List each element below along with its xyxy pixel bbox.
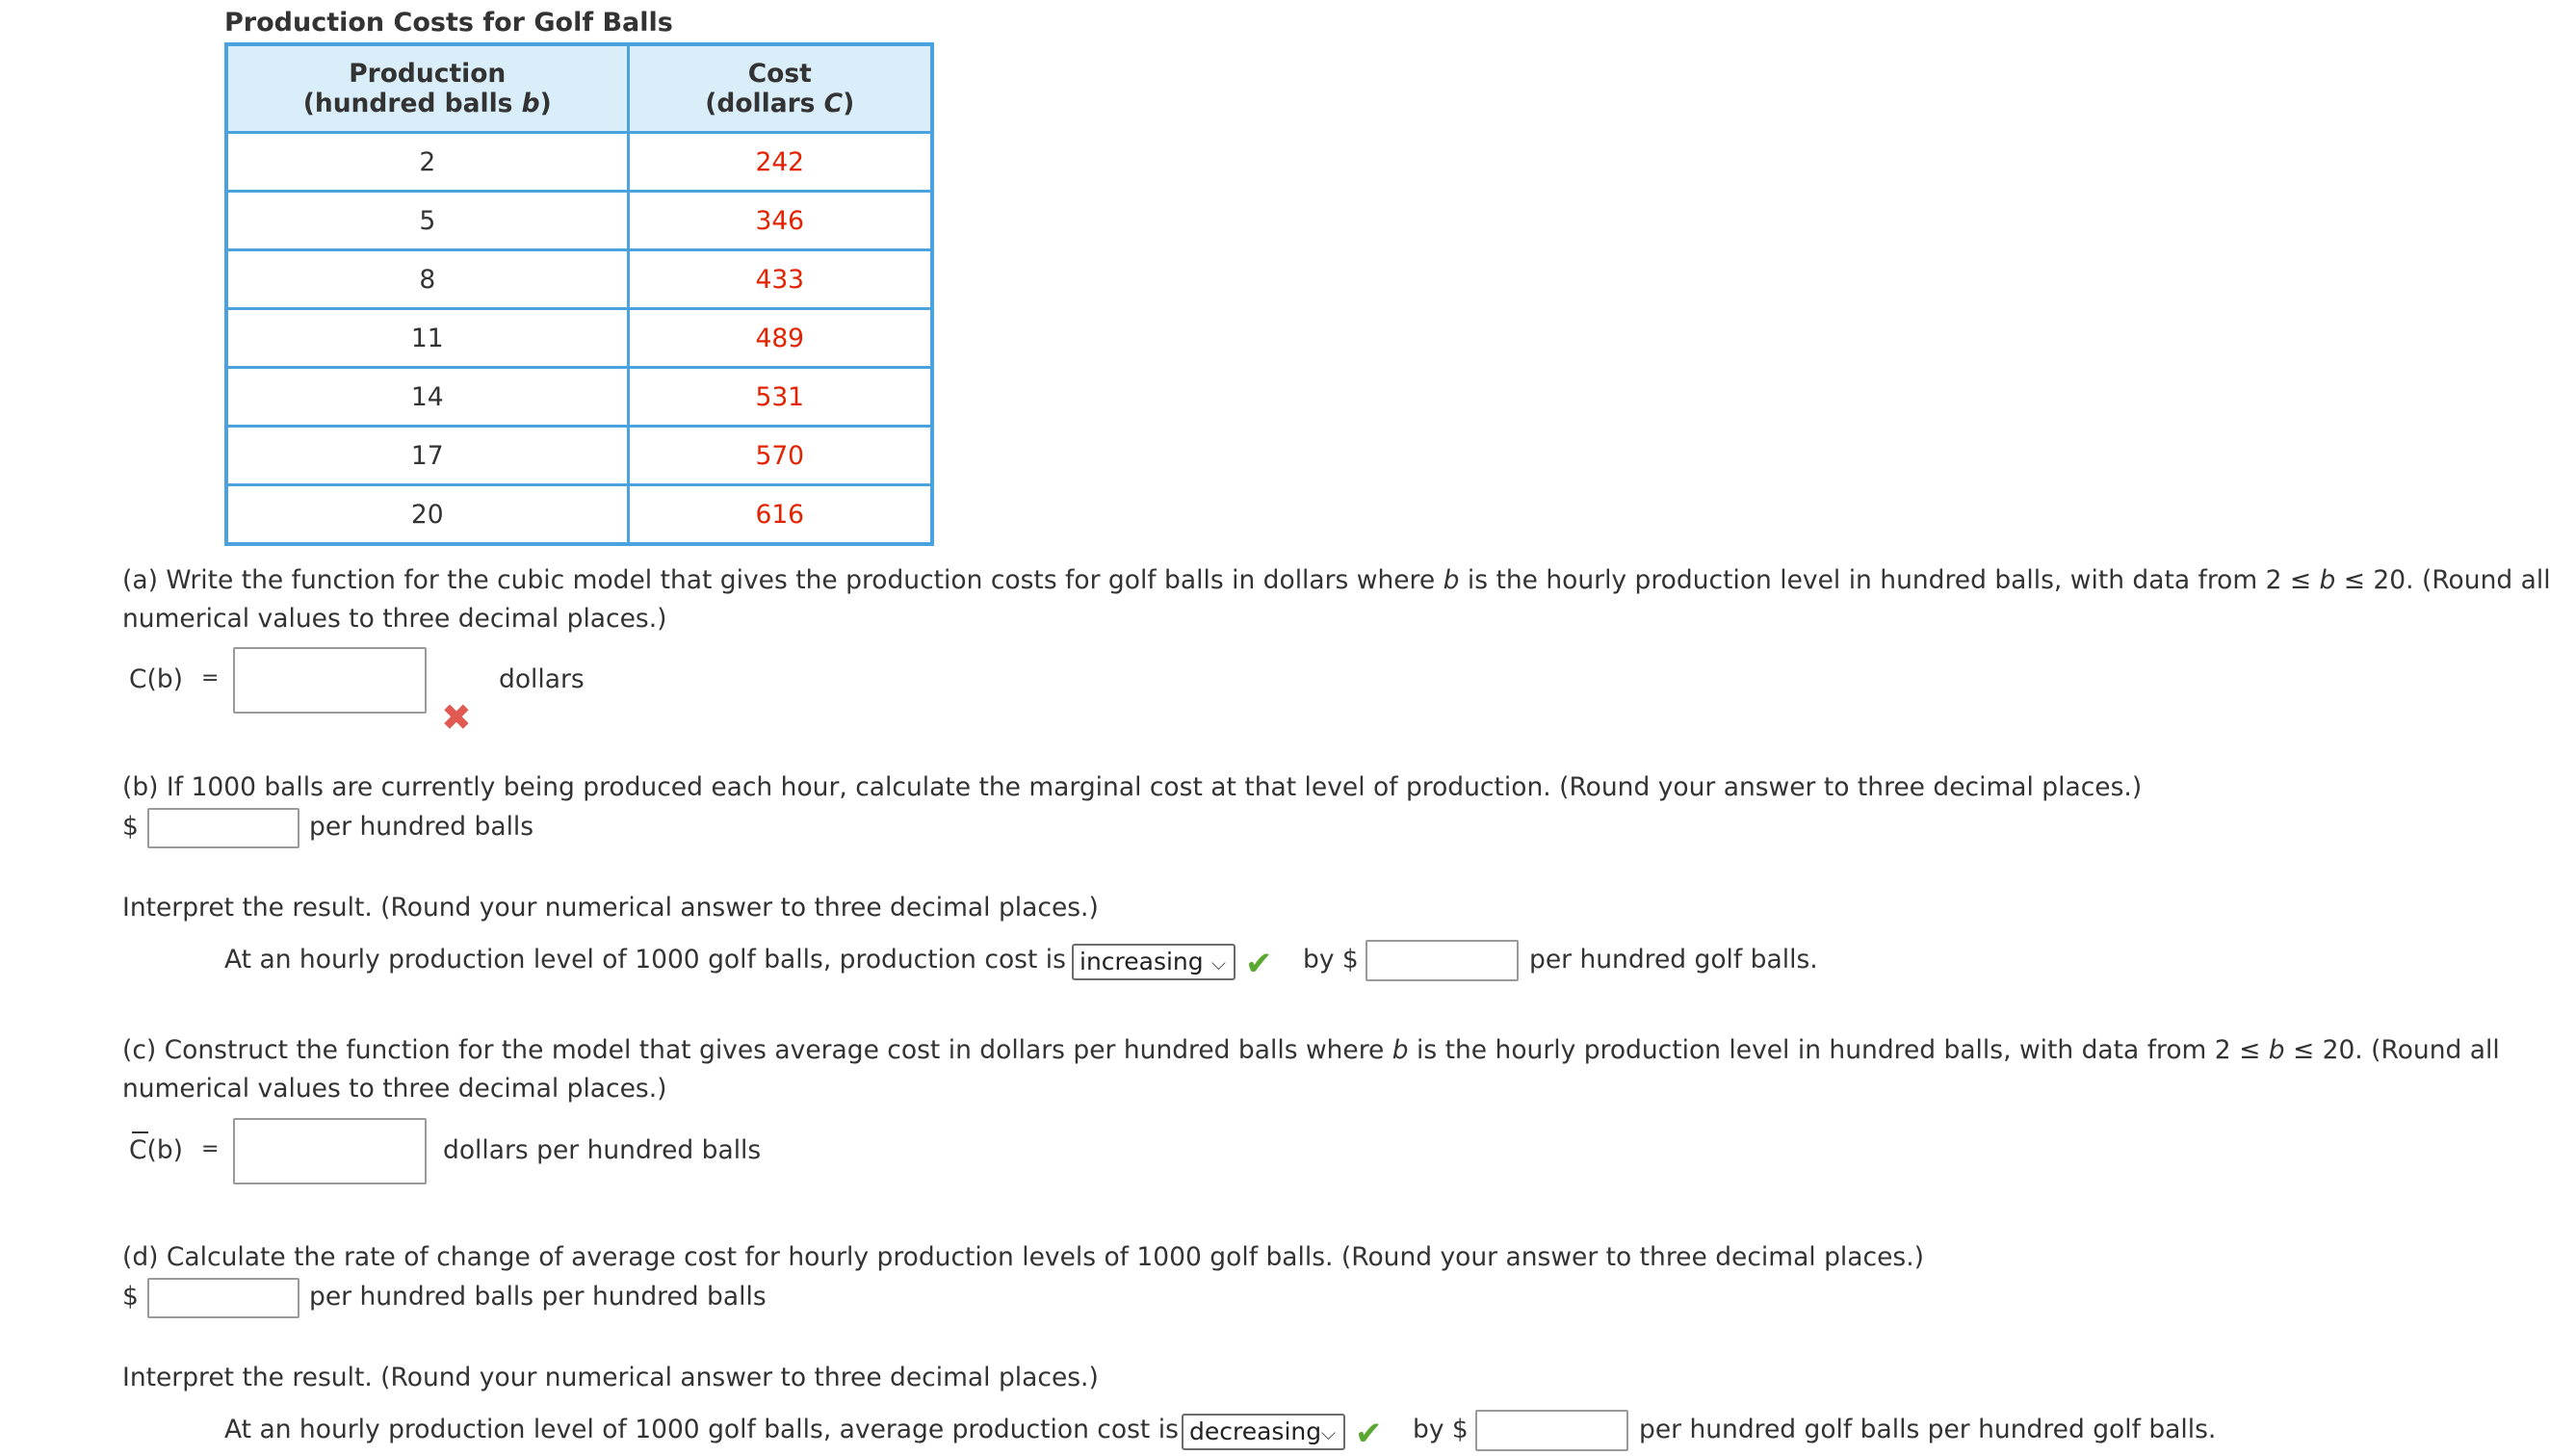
part-b-question: (b) If 1000 balls are currently being produced each hour, calculate the marginal cost at that level of production. (Round your answer to three decimal places.) bbox=[122, 772, 2143, 802]
table-row bbox=[226, 485, 932, 545]
x-mark-icon: ✖ bbox=[441, 696, 472, 739]
production-cell: 5 bbox=[226, 192, 628, 250]
cost-cell: 242 bbox=[628, 133, 932, 192]
cost-cell: 346 bbox=[628, 192, 932, 250]
part-b-answer-input[interactable] bbox=[147, 808, 299, 848]
part-d-answer-input[interactable] bbox=[147, 1278, 299, 1318]
part-b-currency: $ bbox=[122, 812, 139, 842]
part-a-question: (a) Write the function for the cubic model that gives the production costs for golf balls in dollars where b is the hourly production level in hundred balls, with data from 2 ≤ b ≤ 20. (Round all numerical values to three decimal places.) bbox=[122, 565, 2551, 634]
part-d-sentence-start: At an hourly production level of 1000 golf balls, average production cost is bbox=[224, 1415, 1179, 1444]
part-a-function-label: C(b) bbox=[129, 664, 184, 694]
table-row bbox=[226, 192, 932, 250]
part-d-amount-input[interactable] bbox=[1475, 1410, 1628, 1451]
table-title: Production Costs for Golf Balls bbox=[224, 8, 673, 38]
production-cell: 20 bbox=[226, 485, 628, 545]
column-header-production: Production (hundred balls b) bbox=[226, 44, 628, 133]
part-c-answer-input[interactable] bbox=[233, 1118, 427, 1184]
part-c-question: (c) Construct the function for the model that gives average cost in dollars per hundred balls where b is the hourly production level in hundred balls, with data from 2 ≤ b ≤ 20. (Round all numerical values to three decimal places.) bbox=[122, 1035, 2500, 1104]
chevron-down-icon: ⌵ bbox=[1210, 951, 1226, 975]
part-b-unit: per hundred balls bbox=[309, 812, 534, 842]
cost-cell: 616 bbox=[628, 485, 932, 545]
production-cell: 11 bbox=[226, 309, 628, 368]
part-b-sentence-start: At an hourly production level of 1000 golf balls, production cost is bbox=[224, 945, 1066, 975]
chevron-down-icon: ⌵ bbox=[1320, 1421, 1336, 1444]
production-cell: 17 bbox=[226, 427, 628, 485]
part-d-sentence-end: per hundred golf balls per hundred golf balls. bbox=[1639, 1415, 2217, 1444]
table-row bbox=[226, 133, 932, 192]
production-cell: 8 bbox=[226, 250, 628, 309]
cost-cell: 531 bbox=[628, 368, 932, 427]
table-row bbox=[226, 427, 932, 485]
part-b-interpret: Interpret the result. (Round your numerical answer to three decimal places.) bbox=[122, 893, 1099, 923]
part-d-question: (d) Calculate the rate of change of average cost for hourly production levels of 1000 golf balls. (Round your answer to three decimal places.) bbox=[122, 1242, 1924, 1272]
data-table bbox=[224, 42, 934, 546]
part-b-direction-select[interactable]: increasing ⌵ bbox=[1072, 944, 1235, 980]
table-row bbox=[226, 368, 932, 427]
part-d-by-text: by $ bbox=[1413, 1415, 1469, 1444]
part-a-equals: = bbox=[201, 666, 220, 690]
part-a-answer-input[interactable] bbox=[233, 647, 427, 714]
part-b-amount-input[interactable] bbox=[1366, 940, 1519, 981]
part-d-interpret: Interpret the result. (Round your numerical answer to three decimal places.) bbox=[122, 1363, 1099, 1392]
table-row bbox=[226, 309, 932, 368]
part-a-unit: dollars bbox=[499, 664, 585, 694]
cost-cell: 570 bbox=[628, 427, 932, 485]
table-row bbox=[226, 250, 932, 309]
part-c-unit: dollars per hundred balls bbox=[443, 1135, 762, 1165]
column-header-cost: Cost (dollars C) bbox=[628, 44, 932, 133]
table-header-row bbox=[226, 44, 932, 133]
part-b-sentence-end: per hundred golf balls. bbox=[1529, 945, 1818, 975]
part-c-function-label: C(b) bbox=[129, 1135, 184, 1165]
part-b-by-text: by $ bbox=[1303, 945, 1359, 975]
production-cell: 2 bbox=[226, 133, 628, 192]
part-c-equals: = bbox=[201, 1137, 220, 1161]
part-d-currency: $ bbox=[122, 1282, 139, 1312]
part-d-direction-select[interactable]: decreasing ⌵ bbox=[1182, 1414, 1345, 1450]
average-bar-overline bbox=[132, 1131, 148, 1133]
production-cell: 14 bbox=[226, 368, 628, 427]
checkmark-icon: ✔ bbox=[1245, 945, 1273, 983]
checkmark-icon: ✔ bbox=[1355, 1415, 1383, 1453]
cost-cell: 489 bbox=[628, 309, 932, 368]
part-d-unit: per hundred balls per hundred balls bbox=[309, 1282, 767, 1312]
cost-cell: 433 bbox=[628, 250, 932, 309]
